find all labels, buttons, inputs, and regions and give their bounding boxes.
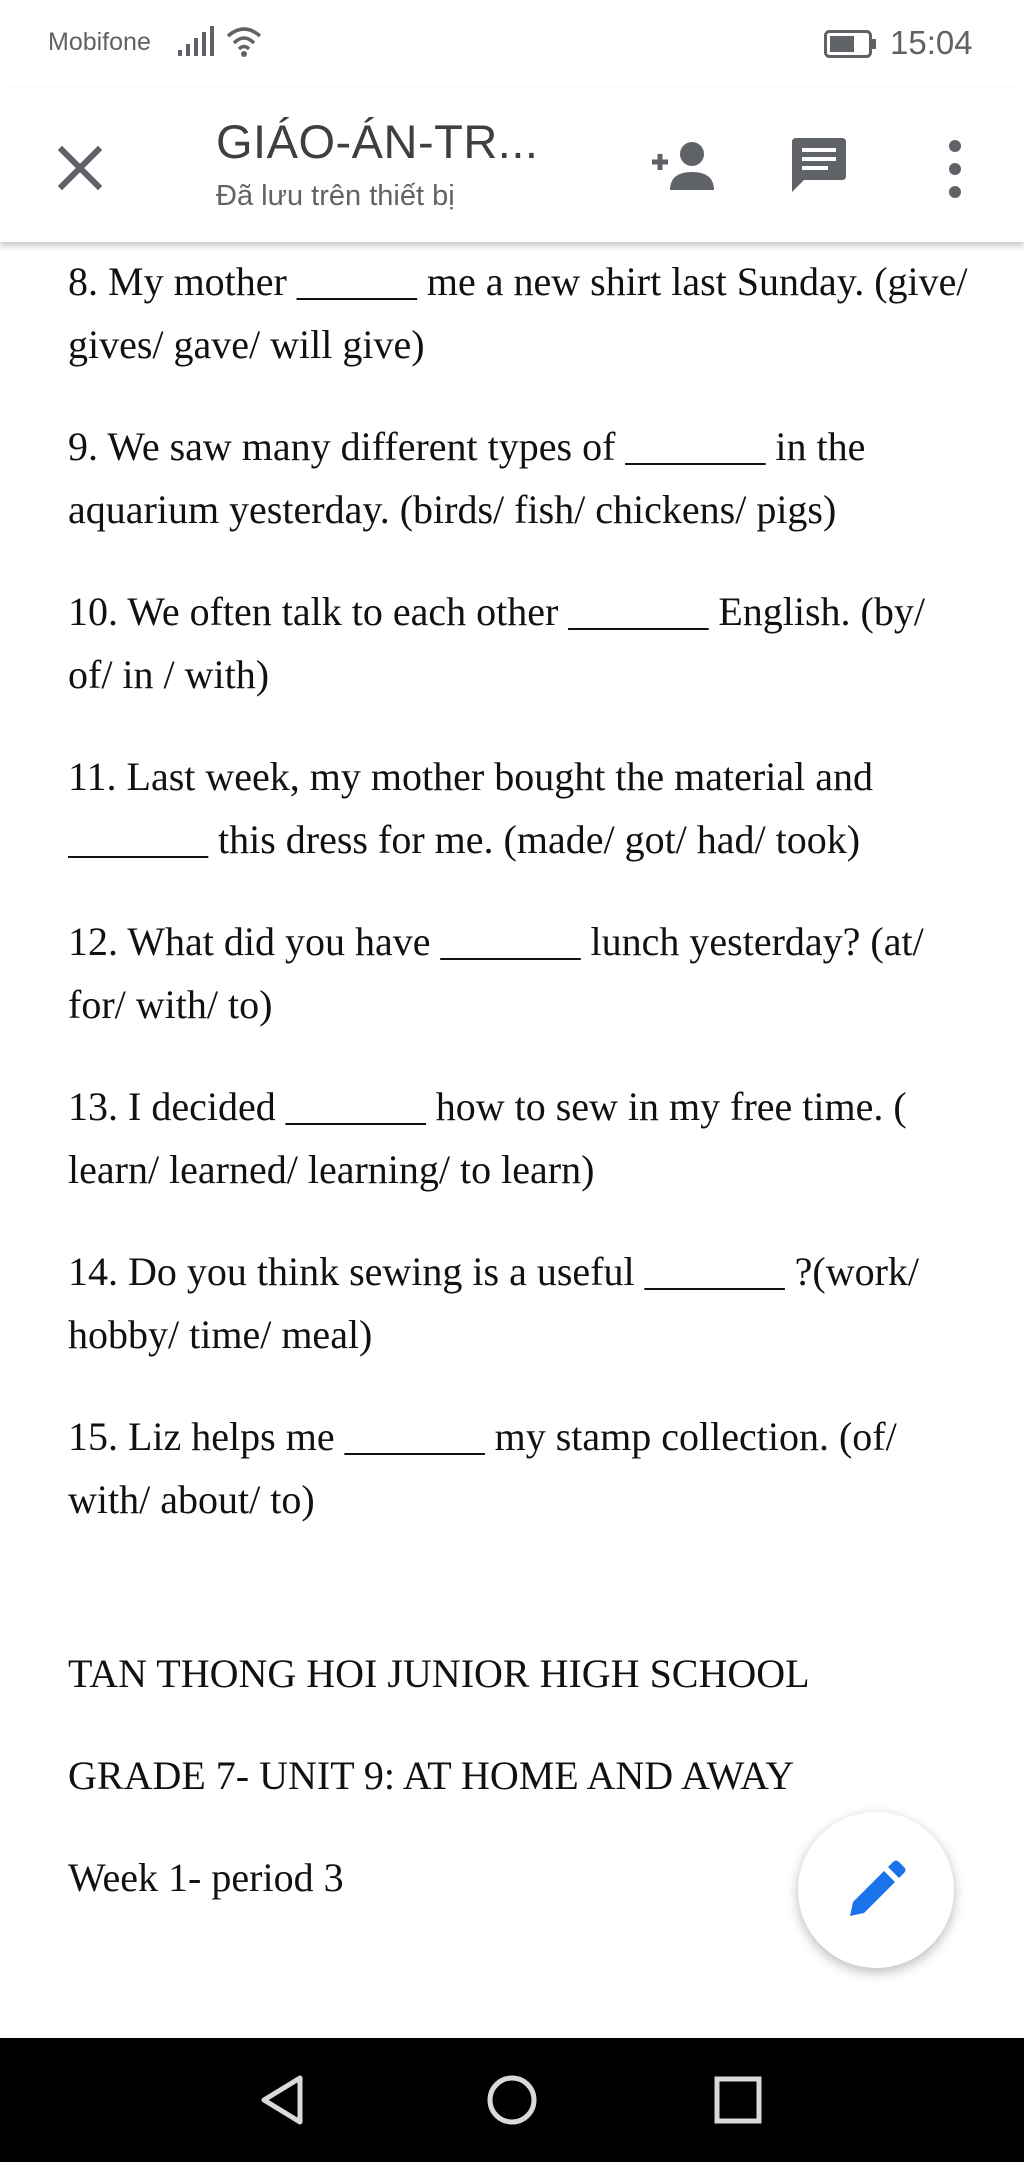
wifi-icon — [226, 26, 262, 58]
question-11 — [68, 745, 968, 871]
comment-button[interactable] — [788, 136, 850, 198]
question-8 — [68, 250, 968, 376]
app-bar — [0, 88, 1024, 242]
question-text: Liz helps me _______ my stamp collection. (of/ with/ about/ to) — [68, 1414, 897, 1522]
nav-back-icon[interactable] — [258, 2074, 308, 2126]
edit-fab-button[interactable] — [798, 1812, 954, 1968]
comment-icon — [788, 136, 850, 198]
question-text: What did you have _______ lunch yesterday? (at/ for/ with/ to) — [68, 919, 924, 1027]
nav-home-icon[interactable] — [486, 2074, 538, 2126]
question-10 — [68, 580, 968, 706]
close-button[interactable] — [50, 138, 110, 198]
question-text: We saw many different types of _______ in the aquarium yesterday. (birds/ fish/ chickens/ pigs) — [68, 424, 866, 532]
question-9 — [68, 415, 968, 541]
question-text: Last week, my mother bought the material and _______ this dress for me. (made/ got/ had/ took) — [68, 754, 873, 862]
signal-bars-icon — [178, 26, 216, 58]
question-number: 8. — [68, 259, 98, 304]
question-number: 10. — [68, 589, 118, 634]
battery-icon — [824, 30, 878, 58]
question-12 — [68, 910, 968, 1036]
blank-space — [68, 1570, 968, 1642]
question-15 — [68, 1405, 968, 1531]
more-options-button[interactable] — [940, 134, 970, 204]
carrier-name: Mobifone — [48, 28, 151, 56]
question-text: Do you think sewing is a useful _______ ?(work/ hobby/ time/ meal) — [68, 1249, 920, 1357]
navigation-bar — [0, 2038, 1024, 2162]
question-number: 12. — [68, 919, 118, 964]
document-title[interactable]: GIÁO-ÁN-TR... — [216, 115, 539, 168]
question-14 — [68, 1240, 968, 1366]
school-heading: TAN THONG HOI JUNIOR HIGH SCHOOL — [68, 1651, 810, 1696]
question-text: I decided _______ how to sew in my free time. ( learn/ learned/ learning/ to learn) — [68, 1084, 907, 1192]
save-status: Đã lưu trên thiết bị — [216, 180, 455, 212]
unit-heading: GRADE 7- UNIT 9: AT HOME AND AWAY — [68, 1753, 795, 1798]
status-time: 15:04 — [890, 24, 973, 61]
question-13 — [68, 1075, 968, 1201]
document-body[interactable] — [68, 250, 968, 2038]
question-number: 15. — [68, 1414, 118, 1459]
question-text: My mother ______ me a new shirt last Sunday. (give/ gives/ gave/ will give) — [68, 259, 968, 367]
question-number: 13. — [68, 1084, 118, 1129]
question-number: 9. — [68, 424, 98, 469]
question-number: 14. — [68, 1249, 118, 1294]
share-button[interactable] — [648, 136, 718, 200]
pencil-icon — [844, 1858, 908, 1922]
status-bar — [0, 0, 1024, 88]
close-icon — [50, 138, 110, 198]
question-text: We often talk to each other _______ English. (by/ of/ in / with) — [68, 589, 925, 697]
add-person-icon — [648, 136, 718, 200]
question-number: 11. — [68, 754, 117, 799]
week-heading: Week 1- period 3 — [68, 1855, 344, 1900]
more-vertical-icon — [940, 134, 970, 204]
nav-recent-icon[interactable] — [714, 2076, 762, 2124]
